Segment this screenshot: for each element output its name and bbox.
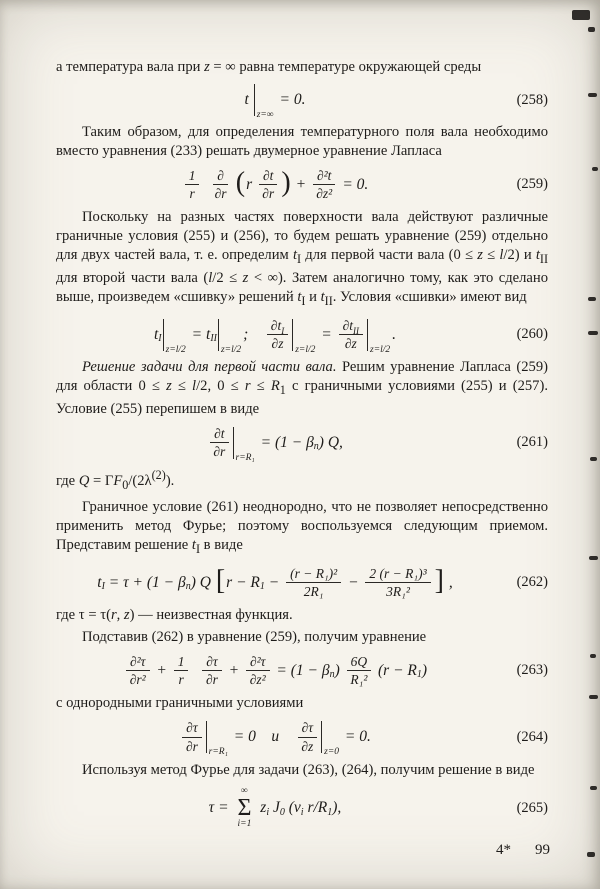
formula: t I z=l/2 = t II z=l/2 ; ∂t I ∂z z=l/2 = ∂t II ∂z z=l/2 . [153,318,397,355]
scan-artifact [589,556,598,560]
equation-number: (259) [516,176,548,193]
formula: ∂²τ ∂r² + $\frac{1}{r}$ ∂τ ∂r + $\frac{\text{∂²τ}}{\text{∂z²}}$ = (1 − β п ) 6Q R₁² (r − R 1 ) [123,654,427,687]
formula: t z=∞ = 0. [245,84,306,116]
equation-number: (265) [516,799,548,816]
equation-262 [56,566,548,599]
scan-artifact [590,457,597,461]
equation-265 [56,787,548,830]
scan-artifact [588,93,597,97]
scan-artifact [589,695,598,699]
paragraph: где τ = τ(r, z) — неизвестная функция. [56,607,293,624]
paragraph: Решение задачи для первой части вала. Решим уравнение Лапласа (259) для области 0 ≤ z ≤ l/2, $0 \le r \le R_1$ с граничными условиями (255) и (257). Условие (255) перепишем в виде [56,359,548,418]
page-number: 99 [535,842,550,858]
formula: τ = ∞ Σ i=1 z i J 0 (ν i r/R 1 ), [208,785,342,830]
equation-260 [56,318,548,355]
equation-number: (258) [516,91,548,108]
paragraph: а температура вала при z = ∞ равна температуре окружающей среды [56,59,482,75]
equation-259 [56,168,548,201]
paragraph: с однородными граничными условиями [56,695,304,712]
scan-artifact [590,786,597,790]
paragraph: Подставив (262) в уравнение (259), получим уравнение [82,629,427,646]
scan-artifact [592,167,598,171]
paragraph: Граничное условие (261) неоднородно, что не позволяет непосредственно применить метод Фурье; поэтому воспользуемся следующим приемом. Представим решение $t_I$ в виде [56,499,548,557]
equation-261 [56,426,548,463]
paragraph: Поскольку на разных частях поверхности вала действуют различные граничные условия (255) и (256), то будем решать уравнение (259) отдельно для двух частей вала, т. е. определим $t_I$ для первой части вала (0 ≤ z ≤ l/2) и $t_{II}$ для второй части вала (l/2 ≤ z < ∞). Затем аналогично тому, как это сделано выше, произведем «сшивку» решений $t_I$ и $t_{II}$. Условия «сшивки» имеют вид [56,209,549,309]
formula: ∂τ ∂r r=R₁ = 0 и ∂τ ∂z z=0 = 0. [179,720,371,753]
footer-signature: 4* [496,842,511,858]
paragraph: Таким образом, для определения температурного поля вала необходимо вместо уравнения (233) решать двумерное уравнение Лапласа [56,124,548,159]
equation-263 [56,654,548,687]
equation-number: (260) [516,326,548,343]
page-footer [496,842,550,859]
scan-artifact [590,654,596,658]
equation-264 [56,720,548,758]
equation-number: (262) [516,574,548,591]
equation-number: (261) [516,434,548,451]
scan-artifact [588,297,596,301]
scan-artifact [572,10,590,20]
formula: ∂t ∂r r=R₁ = (1 − β п ) Q, [207,426,343,459]
scan-artifact [587,852,595,857]
paragraph: Используя метод Фурье для задачи (263), (264), получим решение в виде [82,761,535,778]
formula: 1 r ∂ ∂r ( r ∂t ∂r ) + $\frac{\text{∂²t}}{\text{∂z²}}$ = 0. [182,168,369,201]
scan-artifact [588,27,595,32]
scan-artifact [588,331,598,335]
formula: t I = τ + (1 − β п ) Q [ r − R 1 − $\frac{\text{(r − R₁)²}}{\text{2R₁}}$ − $\frac{\text{2 (r − R₁)³}}{\text{3R₁²}}$ ] , [97,564,453,600]
equation-258 [56,84,548,120]
equation-number: (263) [516,662,548,679]
equation-number: (264) [516,728,548,745]
paragraph: где $Q = \Gamma F_0/(2\lambda^{(2)})$. [56,468,175,493]
